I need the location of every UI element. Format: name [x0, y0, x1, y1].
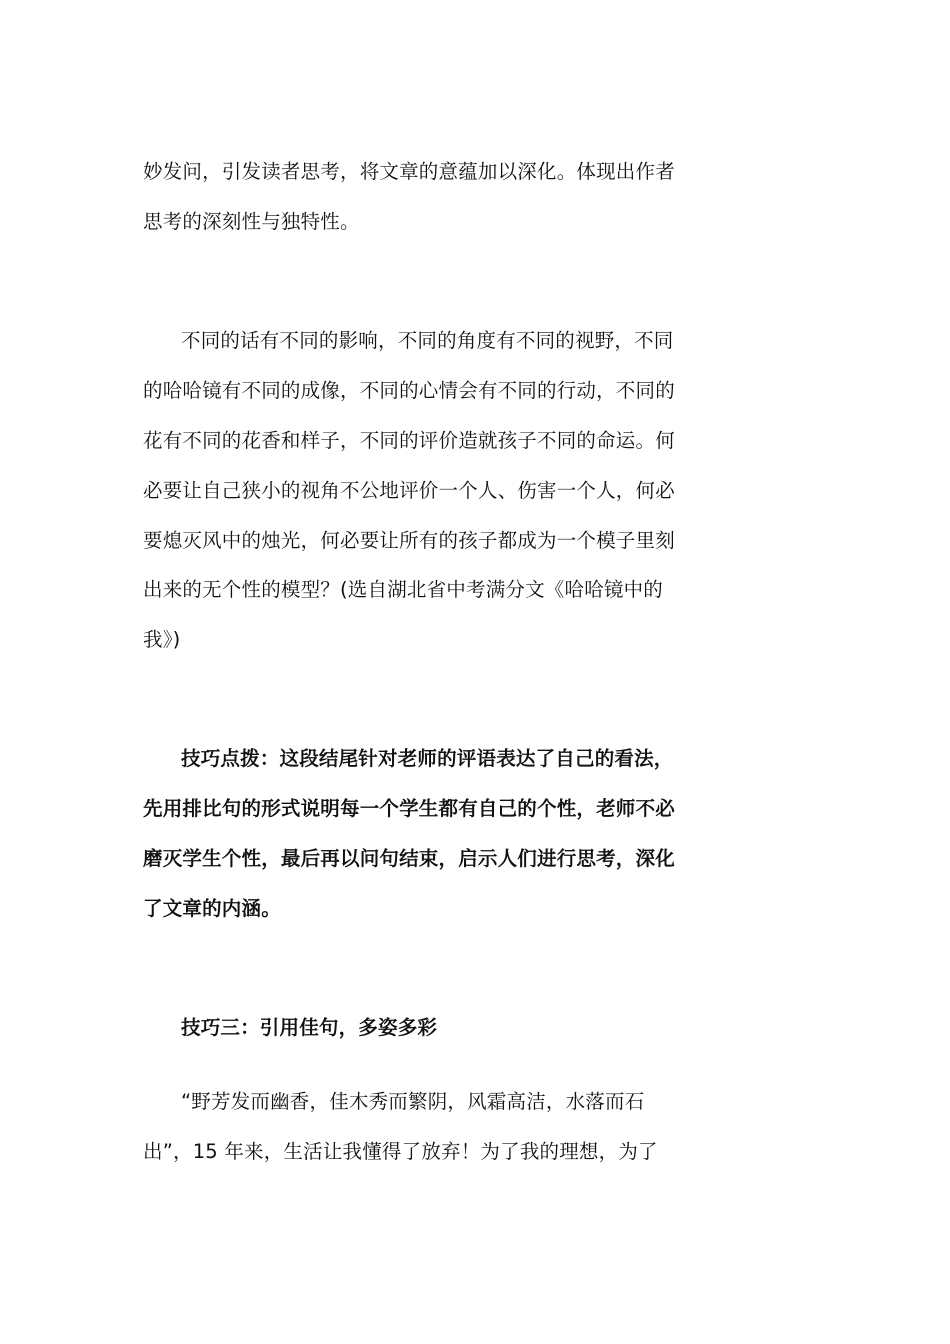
paragraph-2-line-1: 不同的话有不同的影响，不同的角度有不同的视野，不同 [181, 329, 674, 352]
paragraph-3-line-4: 了文章的内涵。 [143, 897, 281, 920]
paragraph-2-line-7: 我》) [143, 628, 181, 651]
paragraph-2-line-4: 必要让自己狭小的视角不公地评价一个人、伤害一个人，何必 [143, 479, 675, 502]
paragraph-3-line-2: 先用排比句的形式说明每一个学生都有自己的个性，老师不必 [143, 797, 675, 820]
paragraph-4-line-1: “野芳发而幽香，佳木秀而繁阴，风霜高洁，水落而石 [181, 1090, 645, 1113]
paragraph-1-line-1: 妙发问，引发读者思考，将文章的意蕴加以深化。体现出作者 [143, 160, 675, 183]
paragraph-4-line-2: 出”，15 年来，生活让我懂得了放弃！为了我的理想，为了 [143, 1140, 658, 1163]
paragraph-2-line-6: 出来的无个性的模型？(选自湖北省中考满分文《哈哈镜中的 [143, 578, 664, 601]
paragraph-2-line-2: 的哈哈镜有不同的成像，不同的心情会有不同的行动，不同的 [143, 379, 675, 402]
technique-3-heading: 技巧三：引用佳句，多姿多彩 [181, 1016, 438, 1039]
paragraph-3-line-3: 磨灭学生个性，最后再以问句结束，启示人们进行思考，深化 [143, 847, 675, 870]
paragraph-3-line-1: 技巧点拨：这段结尾针对老师的评语表达了自己的看法， [181, 747, 674, 770]
paragraph-1-line-2: 思考的深刻性与独特性。 [143, 210, 360, 233]
paragraph-2-line-5: 要熄灭风中的烛光，何必要让所有的孩子都成为一个模子里刻 [143, 529, 675, 552]
paragraph-2-line-3: 花有不同的花香和样子，不同的评价造就孩子不同的命运。何 [143, 429, 675, 452]
